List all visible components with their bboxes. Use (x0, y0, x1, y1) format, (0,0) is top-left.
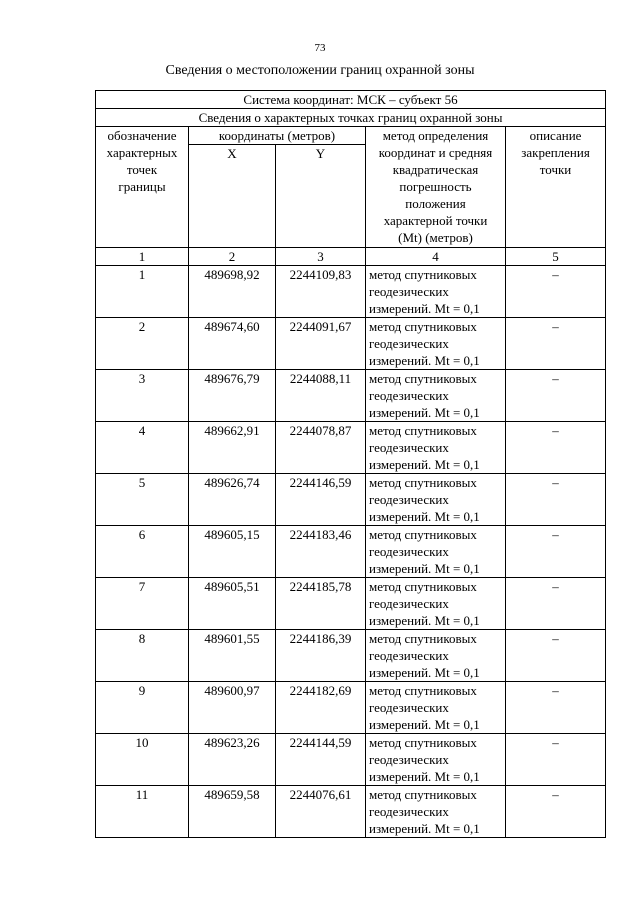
coordinate-y: 2244183,46 (276, 526, 366, 578)
method-line: измерений. Mt = 0,1 (369, 717, 480, 732)
point-number: 8 (96, 630, 189, 682)
method-line: измерений. Mt = 0,1 (369, 821, 480, 836)
method-cell (366, 578, 506, 630)
method-line: геодезических (369, 596, 449, 611)
method-cell (366, 682, 506, 734)
coordinate-x: 489601,55 (189, 630, 276, 682)
coordinate-y: 2244078,87 (276, 422, 366, 474)
point-number: 3 (96, 370, 189, 422)
coordinate-x: 489659,58 (189, 786, 276, 838)
method-line: измерений. Mt = 0,1 (369, 613, 480, 628)
point-description: – (506, 682, 606, 734)
point-description: – (506, 370, 606, 422)
point-description: – (506, 422, 606, 474)
coordinate-x: 489662,91 (189, 422, 276, 474)
coordinate-x: 489674,60 (189, 318, 276, 370)
method-line: метод спутниковых (369, 475, 477, 490)
point-number: 6 (96, 526, 189, 578)
point-number: 10 (96, 734, 189, 786)
table-row (96, 578, 606, 630)
coordinate-y: 2244109,83 (276, 266, 366, 318)
coordinate-y: 2244144,59 (276, 734, 366, 786)
coordinate-y: 2244182,69 (276, 682, 366, 734)
point-number: 11 (96, 786, 189, 838)
column-number: 1 (96, 248, 189, 266)
point-description: – (506, 734, 606, 786)
header-description: описание закрепления точки (506, 127, 606, 248)
method-cell (366, 526, 506, 578)
method-line: измерений. Mt = 0,1 (369, 561, 480, 576)
coordinate-x: 489605,51 (189, 578, 276, 630)
method-line: геодезических (369, 492, 449, 507)
method-cell (366, 474, 506, 526)
method-line: метод спутниковых (369, 319, 477, 334)
method-cell (366, 734, 506, 786)
table-row (96, 266, 606, 318)
coordinate-x: 489600,97 (189, 682, 276, 734)
points-info-caption: Сведения о характерных точках границ охранной зоны (96, 109, 606, 127)
table-row (96, 422, 606, 474)
coordinate-y: 2244186,39 (276, 630, 366, 682)
point-number: 4 (96, 422, 189, 474)
table-row (96, 630, 606, 682)
table-row (96, 682, 606, 734)
method-cell (366, 266, 506, 318)
header-y: Y (276, 145, 366, 248)
point-description: – (506, 318, 606, 370)
table-row (96, 318, 606, 370)
method-line: метод спутниковых (369, 787, 477, 802)
point-number: 9 (96, 682, 189, 734)
method-line: геодезических (369, 648, 449, 663)
coordinate-x: 489623,26 (189, 734, 276, 786)
point-description: – (506, 578, 606, 630)
method-cell (366, 370, 506, 422)
method-line: измерений. Mt = 0,1 (369, 457, 480, 472)
column-number: 2 (189, 248, 276, 266)
document-title: Сведения о местоположении границ охранной зоны (165, 63, 475, 78)
header-coordinates: координаты (метров) (189, 127, 366, 145)
table-row (96, 474, 606, 526)
page-number: 73 (314, 42, 326, 54)
table-row (96, 786, 606, 838)
method-line: измерений. Mt = 0,1 (369, 665, 480, 680)
column-number: 4 (366, 248, 506, 266)
column-number: 3 (276, 248, 366, 266)
coordinate-y: 2244146,59 (276, 474, 366, 526)
coordinate-y: 2244185,78 (276, 578, 366, 630)
method-line: измерений. Mt = 0,1 (369, 769, 480, 784)
method-line: геодезических (369, 544, 449, 559)
coordinate-x: 489626,74 (189, 474, 276, 526)
coordinate-y: 2244088,11 (276, 370, 366, 422)
point-number: 2 (96, 318, 189, 370)
method-cell (366, 630, 506, 682)
point-description: – (506, 630, 606, 682)
coordinates-table (95, 90, 606, 838)
method-cell (366, 786, 506, 838)
method-line: геодезических (369, 752, 449, 767)
point-description: – (506, 474, 606, 526)
method-line: метод спутниковых (369, 579, 477, 594)
method-line: измерений. Mt = 0,1 (369, 353, 480, 368)
method-line: метод спутниковых (369, 423, 477, 438)
column-number: 5 (506, 248, 606, 266)
method-line: геодезических (369, 388, 449, 403)
header-method: метод определения координат и средняя квадратическая погрешность положения характерной точки (Mt) (метров) (366, 127, 506, 248)
method-line: геодезических (369, 284, 449, 299)
method-line: метод спутниковых (369, 683, 477, 698)
point-number: 7 (96, 578, 189, 630)
method-line: метод спутниковых (369, 735, 477, 750)
method-line: геодезических (369, 804, 449, 819)
table-row (96, 734, 606, 786)
method-line: геодезических (369, 336, 449, 351)
point-description: – (506, 526, 606, 578)
method-cell (366, 422, 506, 474)
coordinate-system-caption: Система координат: МСК – субъект 56 (96, 91, 606, 109)
point-number: 1 (96, 266, 189, 318)
point-number: 5 (96, 474, 189, 526)
header-x: X (189, 145, 276, 248)
coordinate-x: 489698,92 (189, 266, 276, 318)
table-row (96, 526, 606, 578)
method-line: измерений. Mt = 0,1 (369, 509, 480, 524)
coordinate-x: 489605,15 (189, 526, 276, 578)
method-line: геодезических (369, 440, 449, 455)
method-line: геодезических (369, 700, 449, 715)
method-line: метод спутниковых (369, 267, 477, 282)
method-cell (366, 318, 506, 370)
method-line: метод спутниковых (369, 527, 477, 542)
coordinate-y: 2244076,61 (276, 786, 366, 838)
coordinate-y: 2244091,67 (276, 318, 366, 370)
point-description: – (506, 266, 606, 318)
coordinate-x: 489676,79 (189, 370, 276, 422)
method-line: метод спутниковых (369, 631, 477, 646)
method-line: метод спутниковых (369, 371, 477, 386)
method-line: измерений. Mt = 0,1 (369, 405, 480, 420)
header-designation: обозначение характерных точек границы (96, 127, 189, 248)
method-line: измерений. Mt = 0,1 (369, 301, 480, 316)
table-row (96, 370, 606, 422)
point-description: – (506, 786, 606, 838)
